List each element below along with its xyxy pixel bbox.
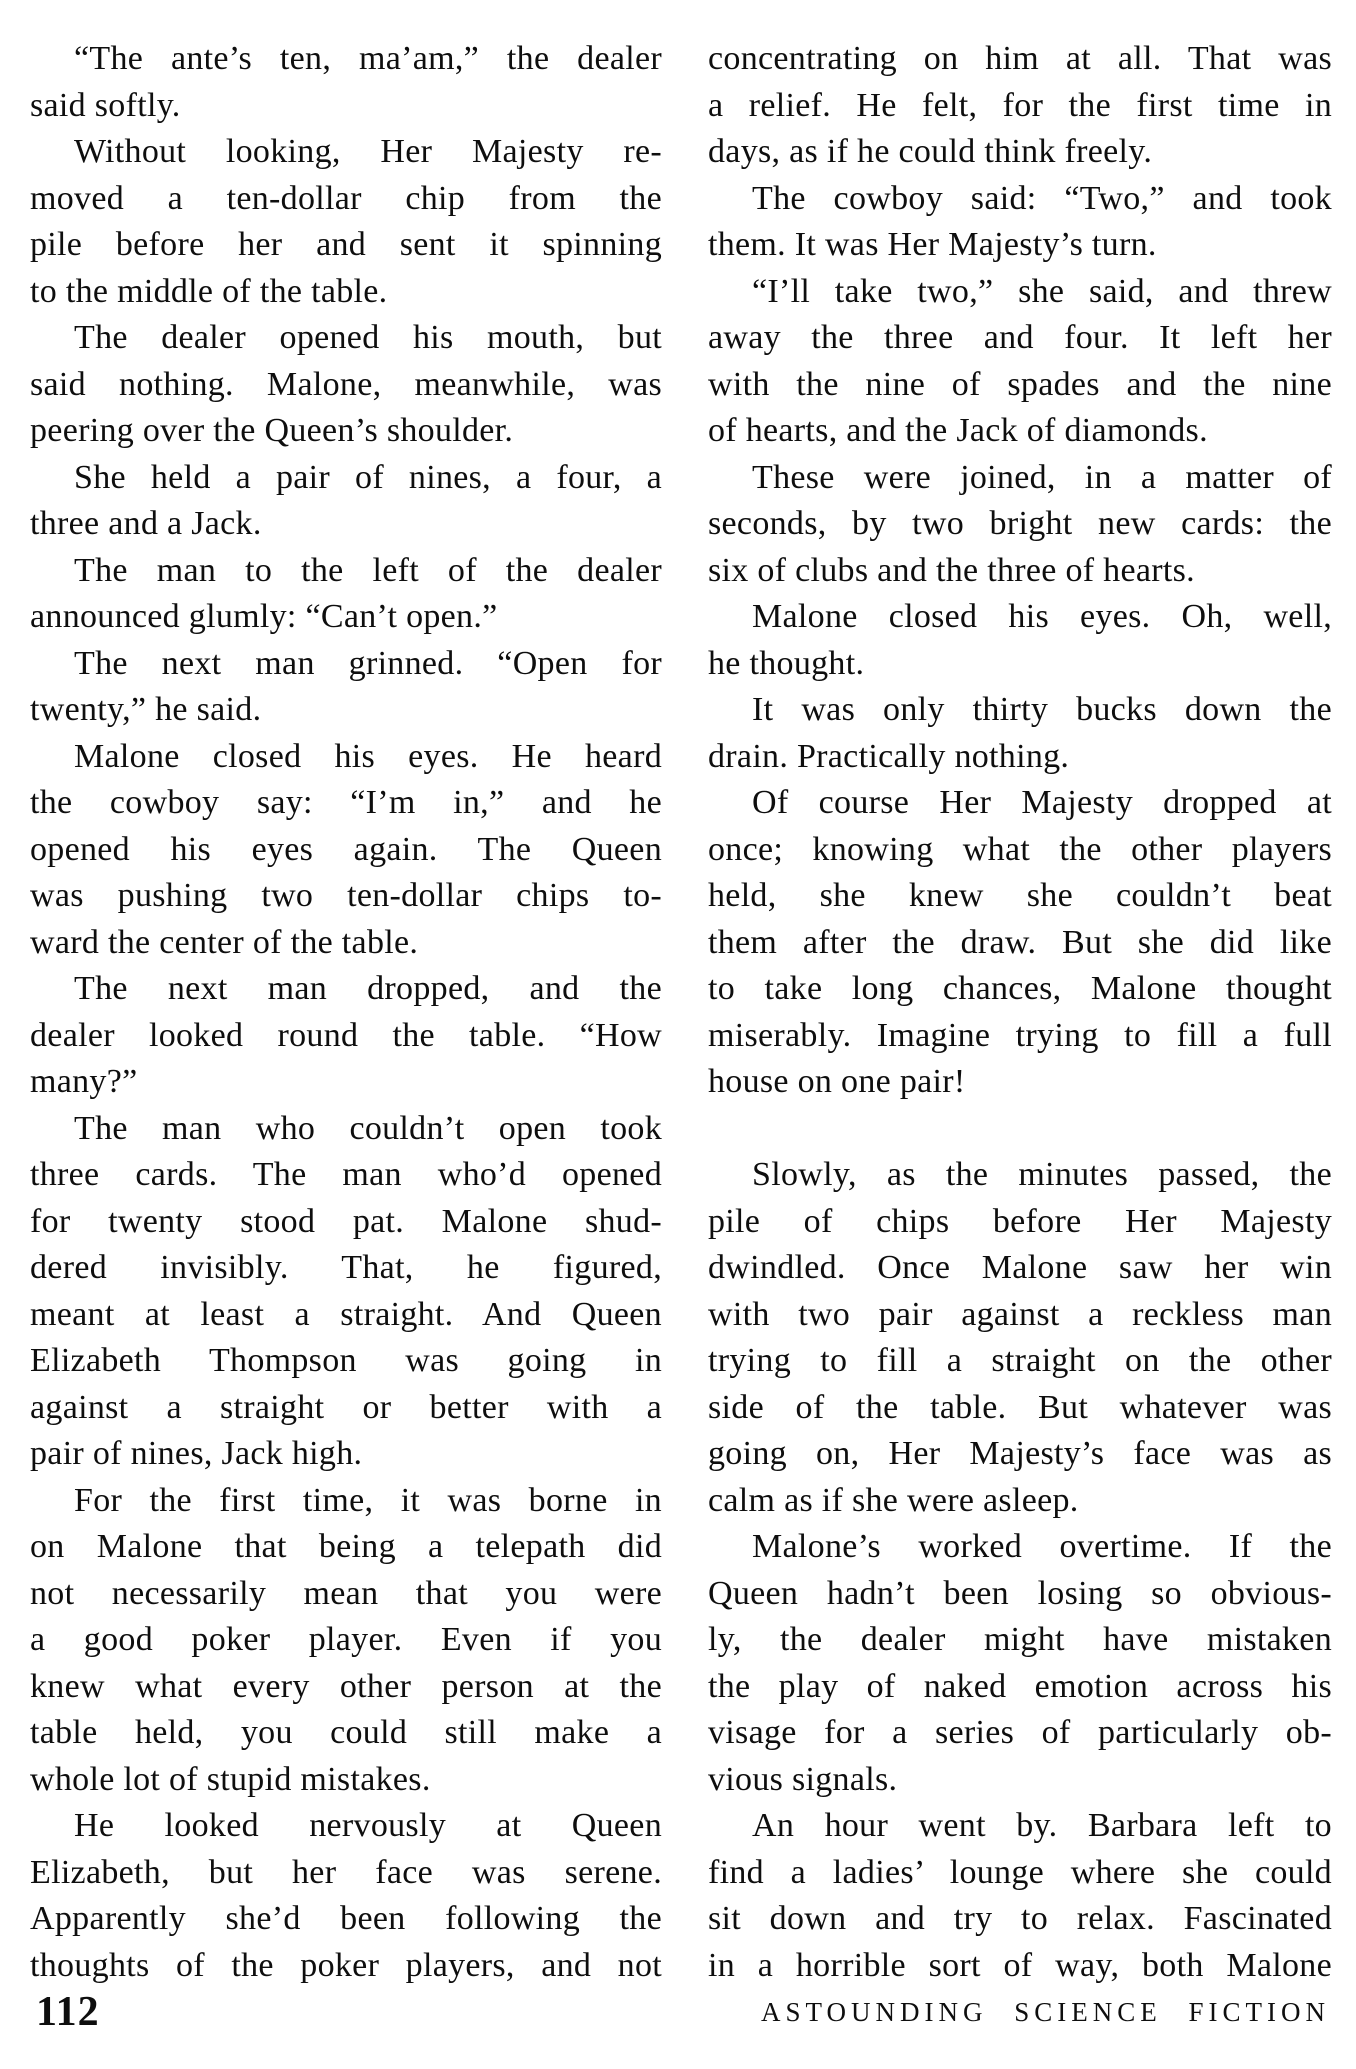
text-line: was pushing two ten-dollar chips to-: [30, 877, 662, 914]
text-line: The man to the left of the dealer: [74, 551, 662, 589]
text-line: He looked nervously at Queen: [74, 1807, 662, 1844]
text-line: ly, the dealer might have mistaken: [708, 1621, 1332, 1658]
text-line: concentrating on him at all. That was: [708, 40, 1332, 77]
text-line: held, she knew she couldn’t beat: [708, 877, 1332, 914]
text-line: Of course Her Majesty dropped at: [752, 784, 1332, 821]
text-line: whole lot of stupid mistakes.: [30, 1760, 431, 1798]
text-line: The next man dropped, and the: [74, 970, 662, 1007]
page-number: 112: [36, 1989, 100, 2035]
text-line: “I’ll take two,” she said, and threw: [752, 272, 1332, 310]
text-line: Elizabeth, but her face was serene.: [30, 1853, 662, 1891]
text-line: three cards. The man who’d opened: [30, 1156, 662, 1193]
text-line: Malone closed his eyes. He heard: [74, 737, 662, 775]
text-line: away the three and four. It left her: [708, 319, 1332, 356]
left-column: [30, 36, 662, 1989]
text-line: he thought.: [708, 644, 865, 682]
text-line: The dealer opened his mouth, but: [74, 319, 662, 356]
magazine-title: ASTOUNDING SCIENCE FICTION: [760, 1997, 1330, 2027]
text-line: ward the center of the table.: [30, 923, 419, 961]
text-line: The cowboy said: “Two,” and took: [752, 179, 1332, 217]
text-line: a good poker player. Even if you: [30, 1621, 662, 1658]
text-line: house on one pair!: [708, 1063, 966, 1100]
text-line: not necessarily mean that you were: [30, 1574, 662, 1612]
text-line: sit down and try to relax. Fascinated: [708, 1900, 1332, 1937]
text-line: Malone closed his eyes. Oh, well,: [752, 598, 1332, 635]
text-line: to the middle of the table.: [30, 272, 388, 310]
text-line: knew what every other person at the: [30, 1667, 662, 1705]
text-line: going on, Her Majesty’s face was as: [708, 1435, 1332, 1472]
text-line: said nothing. Malone, meanwhile, was: [30, 365, 662, 403]
text-line: thoughts of the poker players, and not: [30, 1946, 662, 1984]
text-line: side of the table. But whatever was: [708, 1388, 1332, 1426]
text-line: visage for a series of particularly ob-: [708, 1714, 1332, 1751]
right-column: [708, 36, 1332, 1989]
text-line: Elizabeth Thompson was going in: [30, 1342, 662, 1379]
text-line: dered invisibly. That, he figured,: [30, 1249, 662, 1286]
text-line: dwindled. Once Malone saw her win: [708, 1249, 1332, 1286]
text-line: announced glumly: “Can’t open.”: [30, 598, 498, 635]
text-line: pile before her and sent it spinning: [30, 226, 662, 263]
text-line: to take long chances, Malone thought: [708, 970, 1332, 1007]
text-line: moved a ten-dollar chip from the: [30, 179, 662, 217]
text-line: the play of naked emotion across his: [708, 1667, 1332, 1705]
text-line: Slowly, as the minutes passed, the: [752, 1156, 1332, 1193]
text-line: against a straight or better with a: [30, 1388, 662, 1426]
text-line: table held, you could still make a: [30, 1714, 662, 1751]
text-line: the cowboy say: “I’m in,” and he: [30, 784, 662, 821]
text-line: seconds, by two bright new cards: the: [708, 505, 1332, 542]
text-line: in a horrible sort of way, both Malone: [708, 1946, 1332, 1984]
text-line: Queen hadn’t been losing so obvious-: [708, 1574, 1332, 1612]
text-line: said softly.: [30, 86, 181, 124]
text-line: peering over the Queen’s shoulder.: [30, 412, 514, 449]
text-line: An hour went by. Barbara left to: [752, 1807, 1332, 1844]
text-line: drain. Practically nothing.: [708, 737, 1070, 775]
text-line: She held a pair of nines, a four, a: [74, 458, 662, 496]
text-line: find a ladies’ lounge where she could: [708, 1853, 1332, 1891]
text-line: These were joined, in a matter of: [752, 458, 1332, 496]
text-line: It was only thirty bucks down the: [752, 691, 1332, 728]
text-line: six of clubs and the three of hearts.: [708, 551, 1195, 589]
text-line: “The ante’s ten, ma’am,” the dealer: [74, 40, 662, 77]
text-line: on Malone that being a telepath did: [30, 1528, 662, 1565]
text-line: Malone’s worked overtime. If the: [752, 1528, 1332, 1565]
text-line: them after the draw. But she did like: [708, 923, 1332, 961]
text-line: with the nine of spades and the nine: [708, 365, 1332, 403]
text-line: a relief. He felt, for the first time in: [708, 86, 1332, 124]
text-line: For the first time, it was borne in: [74, 1481, 662, 1519]
text-line: dealer looked round the table. “How: [30, 1016, 662, 1054]
text-line: twenty,” he said.: [30, 691, 262, 728]
text-line: of hearts, and the Jack of diamonds.: [708, 412, 1208, 449]
text-line: calm as if she were asleep.: [708, 1481, 1079, 1519]
text-line: with two pair against a reckless man: [708, 1295, 1332, 1333]
text-line: Without looking, Her Majesty re-: [74, 133, 662, 170]
text-line: trying to fill a straight on the other: [708, 1342, 1332, 1379]
text-line: The man who couldn’t open took: [74, 1109, 662, 1147]
text-line: meant at least a straight. And Queen: [30, 1295, 662, 1333]
text-line: Apparently she’d been following the: [30, 1900, 662, 1937]
text-line: for twenty stood pat. Malone shud-: [30, 1202, 662, 1240]
text-line: three and a Jack.: [30, 505, 262, 542]
text-line: pile of chips before Her Majesty: [708, 1202, 1332, 1240]
text-line: pair of nines, Jack high.: [30, 1435, 363, 1472]
text-line: opened his eyes again. The Queen: [30, 830, 662, 868]
text-line: vious signals.: [708, 1760, 898, 1798]
text-line: many?”: [30, 1063, 138, 1100]
text-line: The next man grinned. “Open for: [74, 644, 662, 682]
text-line: once; knowing what the other players: [708, 830, 1332, 868]
text-line: days, as if he could think freely.: [708, 133, 1153, 170]
text-line: them. It was Her Majesty’s turn.: [708, 226, 1157, 263]
text-line: miserably. Imagine trying to fill a full: [708, 1016, 1332, 1054]
